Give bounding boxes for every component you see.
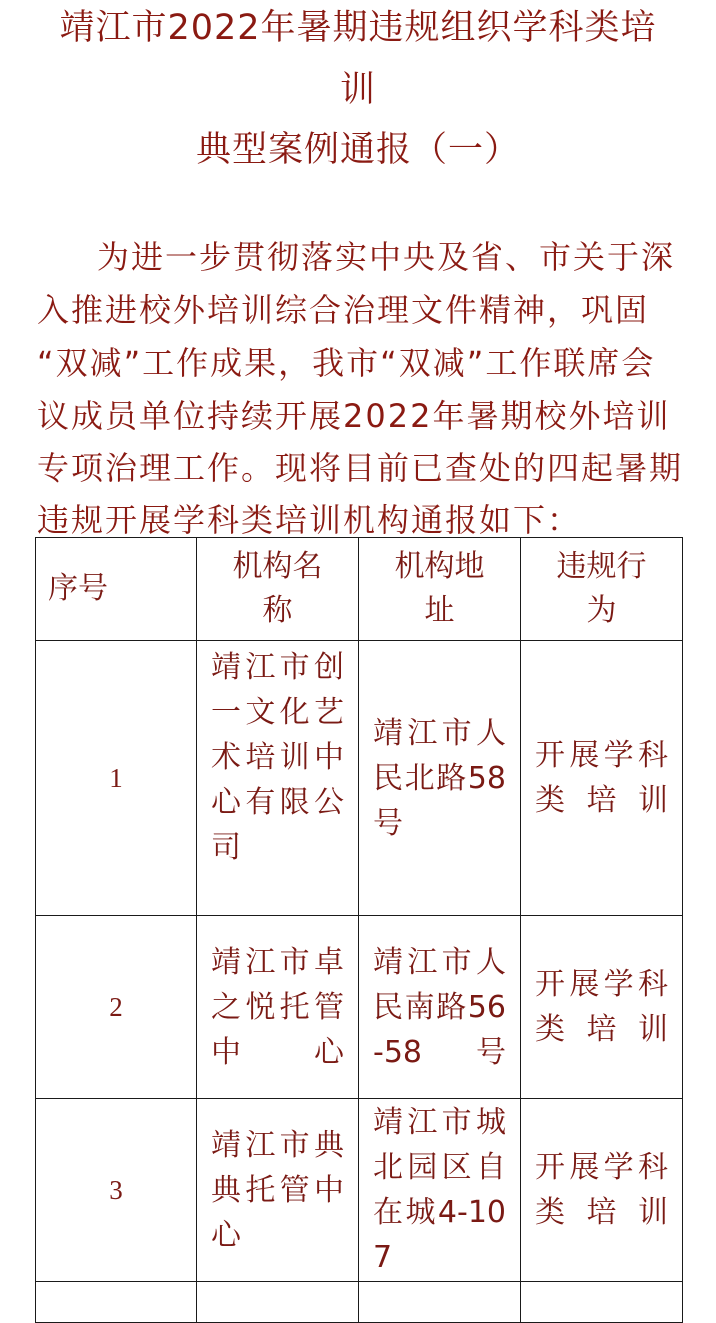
row-violation: 开展学科类培训 (521, 641, 683, 916)
row-serial-number: 1 (36, 641, 197, 916)
paragraph-line: 为进一步贯彻落实中央及省、市关于深 (97, 238, 676, 276)
row-serial-number: 2 (36, 916, 197, 1099)
row-institution-address: 靖江市城北园区自在城4-107 (359, 1099, 521, 1282)
row-institution-address: 靖江市人民北路58号 (359, 641, 521, 916)
table-row (36, 1099, 683, 1282)
paragraph-line: 专项治理工作。现将目前已查处的四起暑期 (37, 449, 684, 487)
table-row (36, 916, 683, 1099)
document-title-line-3: 典型案例通报（一） (195, 130, 520, 170)
table-header-row (36, 538, 683, 641)
table-row-partial (36, 1282, 683, 1323)
header-institution-name: 机构名称 (197, 538, 359, 641)
paragraph-line: 违规开展学科类培训机构通报如下： (37, 501, 582, 539)
row-violation: 开展学科类培训 (521, 1099, 683, 1282)
header-serial-number: 序号 (36, 538, 197, 641)
violation-table (35, 537, 683, 1323)
paragraph-line: “双减”工作成果，我市“双减”工作联席会 (37, 344, 656, 382)
empty-cell (197, 1282, 359, 1323)
row-institution-name: 靖江市卓之悦托管中心 (197, 916, 359, 1099)
paragraph-line: 议成员单位持续开展2022年暑期校外培训 (37, 397, 671, 435)
row-institution-address: 靖江市人民南路56-58号 (359, 916, 521, 1099)
document-title-line-2: 训 (339, 70, 376, 110)
empty-cell (359, 1282, 521, 1323)
row-institution-name: 靖江市创一文化艺术培训中心有限公司 (197, 641, 359, 916)
table-row (36, 641, 683, 916)
document-title-line-1: 靖江市2022年暑期违规组织学科类培 (59, 8, 657, 48)
row-serial-number: 3 (36, 1099, 197, 1282)
row-institution-name: 靖江市典典托管中心 (197, 1099, 359, 1282)
header-institution-address: 机构地址 (359, 538, 521, 641)
row-violation: 开展学科类培训 (521, 916, 683, 1099)
header-violation: 违规行为 (521, 538, 683, 641)
empty-cell (36, 1282, 197, 1323)
paragraph-line: 入推进校外培训综合治理文件精神，巩固 (37, 291, 650, 329)
empty-cell (521, 1282, 683, 1323)
